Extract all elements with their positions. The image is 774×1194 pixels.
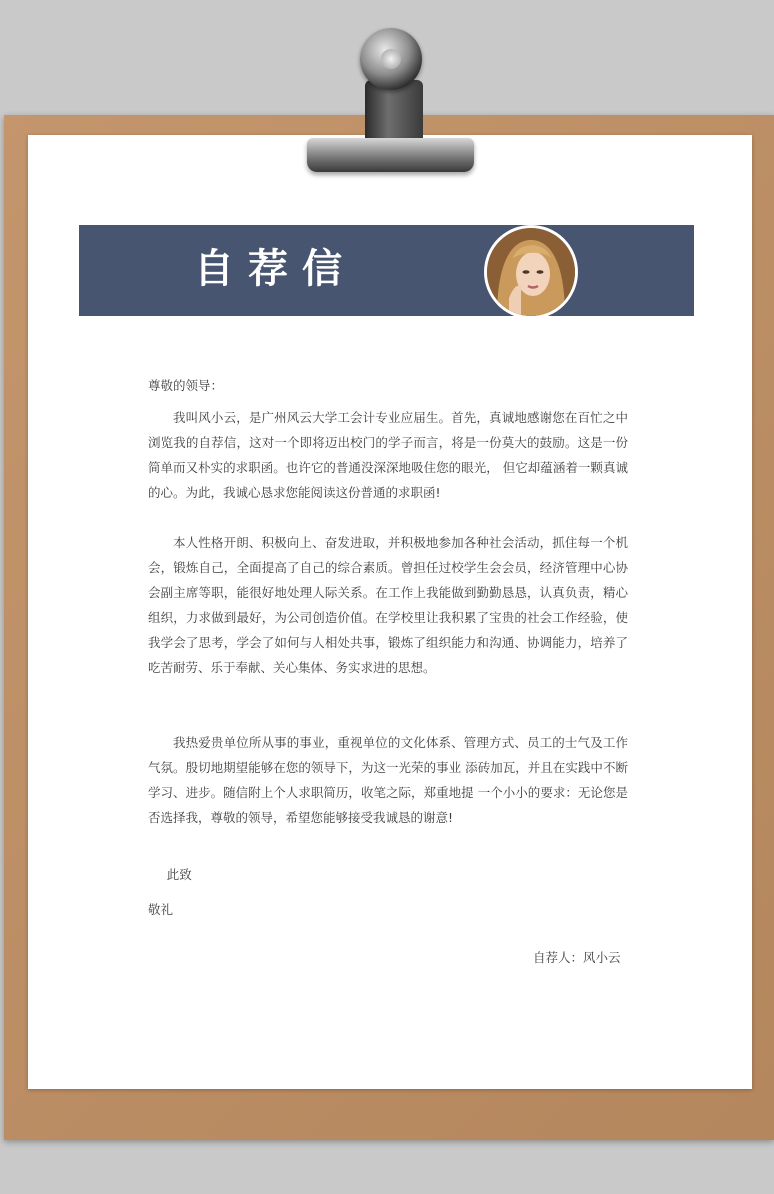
- letter-signature: 自荐人：风小云: [533, 950, 621, 965]
- clip-ring-icon: [360, 28, 422, 90]
- avatar: [484, 225, 578, 319]
- binder-clip: [307, 138, 474, 172]
- header-band: [79, 225, 694, 316]
- letter-paragraph: 本人性格开朗、积极向上、奋发进取，并积极地参加各种社会活动，抓住每一个机会，锻炼自己，全面提高了自己的综合素质。曾担任过校学生会会员，经济管理中心协会副主席等职，能很好地处理人际关系。在工作上我能做到勤勤恳恳，认真负责，精心组织，力求做到最好，为公司创造价值。在学校里让我积累了宝贵的社会工作经验，使我学会了思考，学会了如何与人相处共事，锻炼了组织能力和沟通、协调能力，培养了吃苦耐劳、乐于奉献、关心集体、务实求进的思想。: [148, 535, 628, 675]
- letter-body: [148, 373, 628, 922]
- letter-regards: 敬礼: [148, 902, 174, 917]
- page-title: 自荐信: [194, 245, 356, 292]
- letter-closing: 此致: [166, 867, 192, 882]
- portrait-icon: [487, 228, 575, 316]
- letter-greeting: 尊敬的领导：: [148, 378, 224, 393]
- letter-paragraph: 我热爱贵单位所从事的事业，重视单位的文化体系、管理方式、员工的士气及工作气氛。殷切地期望能够在您的领导下，为这一光荣的事业 添砖加瓦，并且在实践中不断学习、进步。随信附上个人求职简历，收笔之际，郑重地提 一个小小的要求：无论您是否选择我，尊敬的领导，希望您能够接受我诚恳的谢意!: [148, 735, 628, 825]
- letter-paragraph: 我叫风小云，是广州风云大学工会计专业应届生。首先，真诚地感谢您在百忙之中浏览我的自荐信，这对一个即将迈出校门的学子而言，将是一份莫大的鼓励。这是一份简单而又朴实的求职函。也许它的普通没深深地吸住您的眼光， 但它却蕴涵着一颗真诚的心。为此，我诚心恳求您能阅读这份普通的求职函!: [148, 410, 628, 500]
